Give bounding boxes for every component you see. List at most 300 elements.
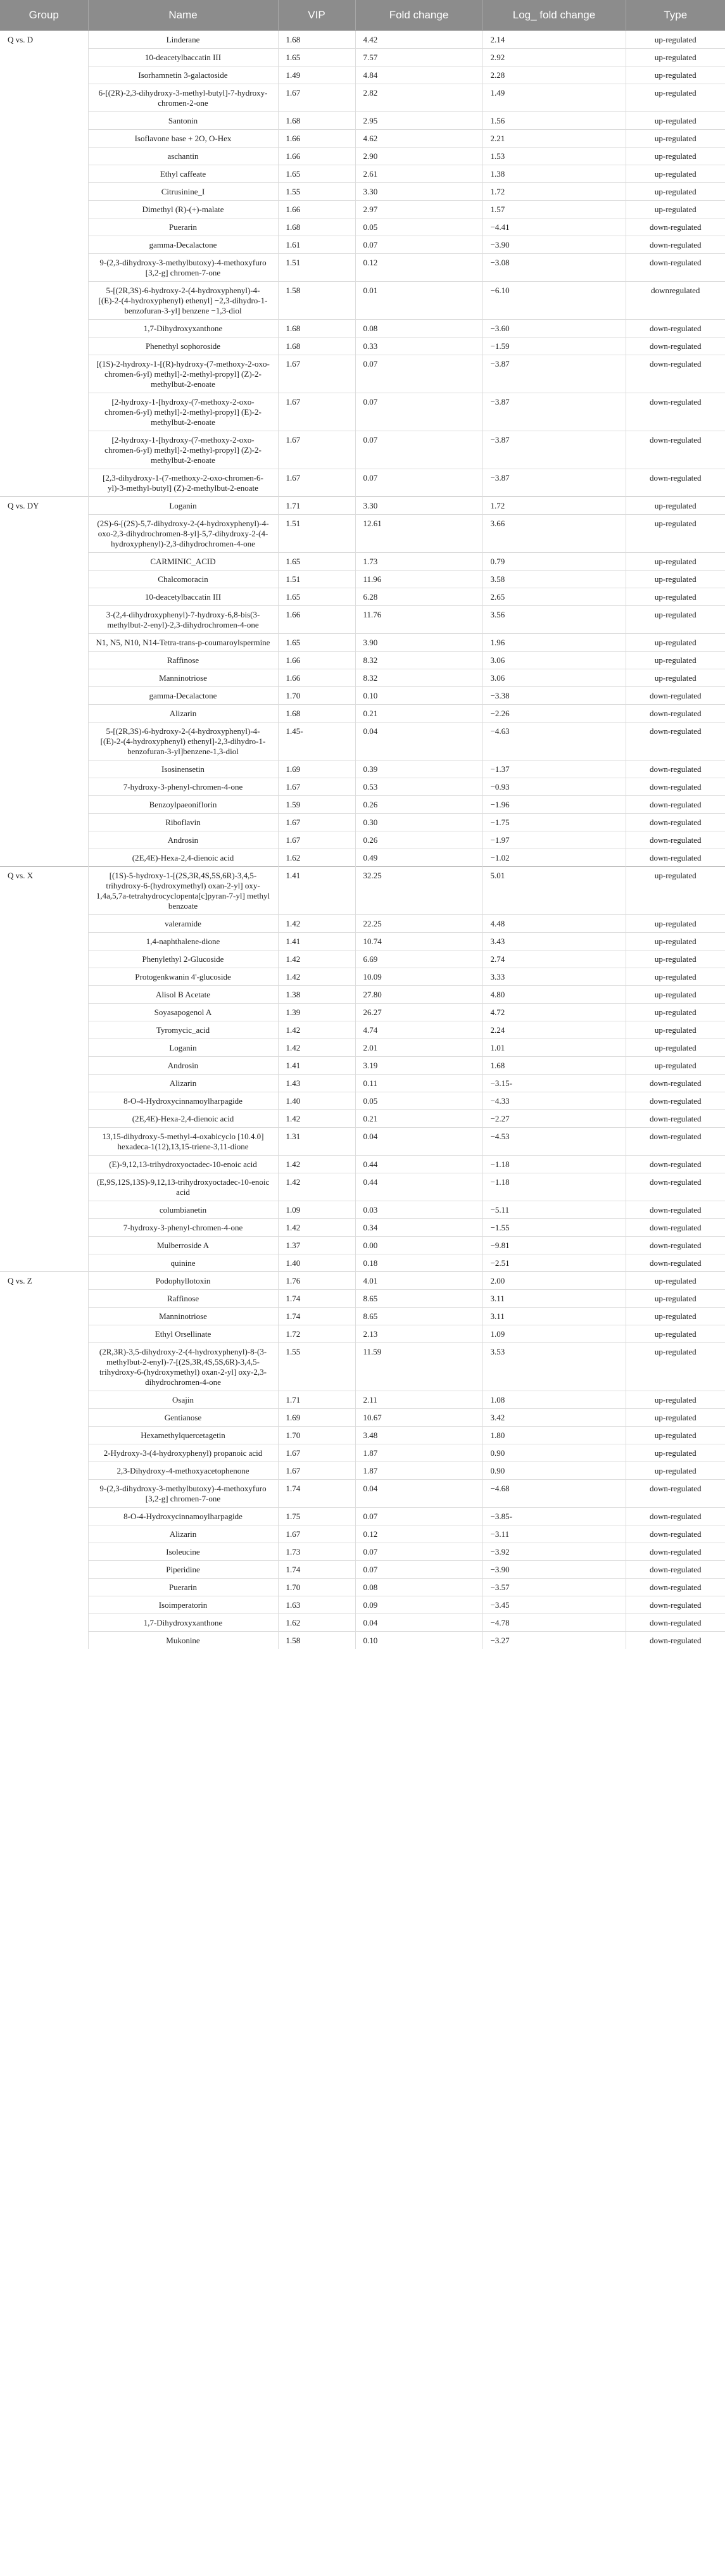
table-row: [0, 553, 725, 571]
cell-name: 5-[(2R,3S)-6-hydroxy-2-(4-hydroxyphenyl)-4-[(E)-2-(4-hydroxyphenyl) ethenyl]-2,3-dihydro-1-benzofuran-3-yl]benzene-1,3-diol: [88, 723, 278, 761]
cell-vip: 1.68: [278, 218, 355, 236]
cell-vip: 1.69: [278, 761, 355, 778]
cell-name: 2,3-Dihydroxy-4-methoxyacetophenone: [88, 1462, 278, 1480]
cell-name: 8-O-4-Hydroxycinnamoylharpagide: [88, 1508, 278, 1525]
header-row: [0, 0, 725, 31]
table-row: [0, 1480, 725, 1508]
cell-name: Ethyl caffeate: [88, 165, 278, 183]
cell-type: up-regulated: [626, 968, 725, 986]
cell-fold-change: 0.07: [355, 1561, 482, 1579]
table-row: [0, 1444, 725, 1462]
cell-log2-fold-change: −3.92: [482, 1543, 626, 1561]
group-label: Q vs. X: [0, 867, 88, 1272]
cell-name: Riboflavin: [88, 814, 278, 831]
cell-type: down-regulated: [626, 320, 725, 338]
cell-log2-fold-change: 3.43: [482, 933, 626, 950]
cell-type: up-regulated: [626, 1427, 725, 1444]
table-row: [0, 571, 725, 588]
table-row: [0, 687, 725, 705]
cell-vip: 1.67: [278, 814, 355, 831]
cell-fold-change: 0.08: [355, 1579, 482, 1596]
header-type: Type: [626, 0, 725, 31]
cell-name: 7-hydroxy-3-phenyl-chromen-4-one: [88, 1219, 278, 1237]
table-row: [0, 1021, 725, 1039]
table-row: [0, 831, 725, 849]
cell-type: up-regulated: [626, 986, 725, 1004]
cell-log2-fold-change: 3.58: [482, 571, 626, 588]
cell-name: CARMINIC_ACID: [88, 553, 278, 571]
cell-type: up-regulated: [626, 950, 725, 968]
cell-vip: 1.65: [278, 588, 355, 606]
table-row: [0, 1110, 725, 1128]
cell-type: up-regulated: [626, 1290, 725, 1308]
cell-name: (2S)-6-[(2S)-5,7-dihydroxy-2-(4-hydroxyphenyl)-4-oxo-2,3-dihydrochromen-8-yl]-5,7-dihydroxy-2-(4-hydroxyphenyl)-2,3-dihydrochromen-4-one: [88, 515, 278, 553]
cell-log2-fold-change: 1.01: [482, 1039, 626, 1057]
table-row: [0, 796, 725, 814]
cell-name: (2E,4E)-Hexa-2,4-dienoic acid: [88, 1110, 278, 1128]
cell-log2-fold-change: −5.11: [482, 1201, 626, 1219]
cell-fold-change: 0.10: [355, 687, 482, 705]
cell-type: up-regulated: [626, 1462, 725, 1480]
cell-fold-change: 26.27: [355, 1004, 482, 1021]
cell-log2-fold-change: −3.87: [482, 469, 626, 497]
table-row: [0, 497, 725, 515]
cell-log2-fold-change: −1.37: [482, 761, 626, 778]
cell-name: Tyromycic_acid: [88, 1021, 278, 1039]
cell-vip: 1.74: [278, 1480, 355, 1508]
table-row: [0, 183, 725, 201]
cell-type: up-regulated: [626, 112, 725, 130]
cell-vip: 1.71: [278, 1391, 355, 1409]
cell-name: Manninotriose: [88, 669, 278, 687]
cell-log2-fold-change: −3.38: [482, 687, 626, 705]
cell-type: down-regulated: [626, 1579, 725, 1596]
cell-name: Isorhamnetin 3-galactoside: [88, 66, 278, 84]
cell-vip: 1.41: [278, 933, 355, 950]
cell-name: Mukonine: [88, 1632, 278, 1650]
cell-name: 8-O-4-Hydroxycinnamoylharpagide: [88, 1092, 278, 1110]
cell-type: up-regulated: [626, 915, 725, 933]
cell-vip: 1.41: [278, 867, 355, 915]
cell-vip: 1.66: [278, 606, 355, 634]
table-row: [0, 1409, 725, 1427]
cell-log2-fold-change: 4.48: [482, 915, 626, 933]
cell-vip: 1.31: [278, 1128, 355, 1156]
cell-vip: 1.75: [278, 1508, 355, 1525]
cell-log2-fold-change: −3.87: [482, 355, 626, 393]
cell-fold-change: 0.33: [355, 338, 482, 355]
cell-log2-fold-change: 1.38: [482, 165, 626, 183]
cell-vip: 1.68: [278, 112, 355, 130]
cell-fold-change: 11.59: [355, 1343, 482, 1391]
cell-fold-change: 8.65: [355, 1308, 482, 1325]
cell-fold-change: 0.04: [355, 1128, 482, 1156]
cell-vip: 1.67: [278, 1462, 355, 1480]
cell-vip: 1.43: [278, 1075, 355, 1092]
cell-vip: 1.55: [278, 1343, 355, 1391]
cell-log2-fold-change: 2.74: [482, 950, 626, 968]
table-row: [0, 1561, 725, 1579]
cell-name: 9-(2,3-dihydroxy-3-methylbutoxy)-4-methoxyfuro [3,2-g] chromen-7-one: [88, 1480, 278, 1508]
table-row: [0, 1308, 725, 1325]
cell-vip: 1.67: [278, 469, 355, 497]
table-row: [0, 218, 725, 236]
cell-fold-change: 6.69: [355, 950, 482, 968]
table-row: [0, 1254, 725, 1272]
cell-name: 1,4-naphthalene-dione: [88, 933, 278, 950]
cell-name: 1,7-Dihydroxyxanthone: [88, 320, 278, 338]
cell-log2-fold-change: 3.66: [482, 515, 626, 553]
cell-log2-fold-change: −1.55: [482, 1219, 626, 1237]
cell-fold-change: 0.01: [355, 282, 482, 320]
cell-name: [(1S)-5-hydroxy-1-[(2S,3R,4S,5S,6R)-3,4,5-trihydroxy-6-(hydroxymethyl) oxan-2-yl] oxy-1,4a,5,7a-tetrahydrocyclopenta[c]pyran-7-yl] methyl benzoate: [88, 867, 278, 915]
cell-type: up-regulated: [626, 130, 725, 148]
cell-name: Androsin: [88, 831, 278, 849]
cell-name: (2E,4E)-Hexa-2,4-dienoic acid: [88, 849, 278, 867]
table-row: [0, 933, 725, 950]
cell-vip: 1.67: [278, 1444, 355, 1462]
cell-type: up-regulated: [626, 606, 725, 634]
cell-log2-fold-change: −3.57: [482, 1579, 626, 1596]
cell-type: down-regulated: [626, 236, 725, 254]
cell-type: up-regulated: [626, 497, 725, 515]
header-name: Name: [88, 0, 278, 31]
cell-log2-fold-change: −4.53: [482, 1128, 626, 1156]
cell-type: down-regulated: [626, 796, 725, 814]
cell-name: 1,7-Dihydroxyxanthone: [88, 1614, 278, 1632]
table-row: [0, 1579, 725, 1596]
table-row: [0, 778, 725, 796]
cell-log2-fold-change: 1.72: [482, 497, 626, 515]
cell-vip: 1.74: [278, 1290, 355, 1308]
cell-type: down-regulated: [626, 1614, 725, 1632]
cell-log2-fold-change: 1.96: [482, 634, 626, 652]
cell-fold-change: 4.84: [355, 66, 482, 84]
cell-name: Isoflavone base + 2O, O-Hex: [88, 130, 278, 148]
cell-vip: 1.63: [278, 1596, 355, 1614]
cell-log2-fold-change: 3.06: [482, 652, 626, 669]
table-row: [0, 338, 725, 355]
cell-type: down-regulated: [626, 778, 725, 796]
cell-fold-change: 0.12: [355, 254, 482, 282]
cell-log2-fold-change: −0.93: [482, 778, 626, 796]
cell-log2-fold-change: −4.41: [482, 218, 626, 236]
cell-log2-fold-change: 2.21: [482, 130, 626, 148]
cell-log2-fold-change: 0.79: [482, 553, 626, 571]
cell-type: up-regulated: [626, 1272, 725, 1290]
table-row: [0, 130, 725, 148]
cell-type: down-regulated: [626, 338, 725, 355]
cell-type: down-regulated: [626, 1508, 725, 1525]
cell-log2-fold-change: 1.49: [482, 84, 626, 112]
cell-name: Loganin: [88, 1039, 278, 1057]
cell-vip: 1.58: [278, 1632, 355, 1650]
cell-log2-fold-change: 5.01: [482, 867, 626, 915]
cell-name: 10-deacetylbaccatin III: [88, 588, 278, 606]
cell-fold-change: 32.25: [355, 867, 482, 915]
cell-vip: 1.67: [278, 1525, 355, 1543]
cell-vip: 1.40: [278, 1254, 355, 1272]
table-row: [0, 849, 725, 867]
cell-fold-change: 3.30: [355, 183, 482, 201]
table-row: [0, 112, 725, 130]
cell-fold-change: 10.09: [355, 968, 482, 986]
cell-type: up-regulated: [626, 669, 725, 687]
cell-vip: 1.59: [278, 796, 355, 814]
table-row: [0, 320, 725, 338]
table-row: [0, 1508, 725, 1525]
cell-log2-fold-change: −2.27: [482, 1110, 626, 1128]
cell-vip: 1.74: [278, 1561, 355, 1579]
cell-vip: 1.66: [278, 652, 355, 669]
cell-vip: 1.49: [278, 66, 355, 84]
cell-vip: 1.67: [278, 778, 355, 796]
table-row: [0, 469, 725, 497]
cell-vip: 1.55: [278, 183, 355, 201]
cell-name: Puerarin: [88, 1579, 278, 1596]
group-label: Q vs. Z: [0, 1272, 88, 1650]
header-group: Group: [0, 0, 88, 31]
cell-name: Podophyllotoxin: [88, 1272, 278, 1290]
cell-name: Manninotriose: [88, 1308, 278, 1325]
cell-log2-fold-change: 2.65: [482, 588, 626, 606]
cell-type: up-regulated: [626, 652, 725, 669]
cell-fold-change: 8.32: [355, 652, 482, 669]
cell-log2-fold-change: 1.80: [482, 1427, 626, 1444]
cell-name: 13,15-dihydroxy-5-methyl-4-oxabicyclo [10.4.0] hexadeca-1(12),13,15-triene-3,11-dione: [88, 1128, 278, 1156]
cell-vip: 1.41: [278, 1057, 355, 1075]
cell-name: Raffinose: [88, 1290, 278, 1308]
cell-type: up-regulated: [626, 49, 725, 66]
cell-type: up-regulated: [626, 201, 725, 218]
table-row: [0, 1128, 725, 1156]
table-row: [0, 705, 725, 723]
cell-name: (2R,3R)-3,5-dihydroxy-2-(4-hydroxyphenyl)-8-(3-methylbut-2-enyl)-7-[(2S,3R,4S,5S,6R)-3,4,5-trihydroxy-6-(hydroxymethyl) oxan-2-yl] oxy-2,3-dihydrochromen-4-one: [88, 1343, 278, 1391]
cell-vip: 1.42: [278, 1156, 355, 1173]
cell-log2-fold-change: −4.63: [482, 723, 626, 761]
cell-vip: 1.66: [278, 201, 355, 218]
cell-type: down-regulated: [626, 1092, 725, 1110]
cell-name: Linderane: [88, 31, 278, 49]
table-row: [0, 761, 725, 778]
cell-type: down-regulated: [626, 1110, 725, 1128]
cell-log2-fold-change: 1.72: [482, 183, 626, 201]
table-row: [0, 1543, 725, 1561]
cell-log2-fold-change: −3.90: [482, 236, 626, 254]
table-row: [0, 1075, 725, 1092]
cell-type: down-regulated: [626, 1632, 725, 1650]
cell-type: up-regulated: [626, 1004, 725, 1021]
table-row: [0, 1057, 725, 1075]
cell-name: Ethyl Orsellinate: [88, 1325, 278, 1343]
cell-type: up-regulated: [626, 1325, 725, 1343]
cell-vip: 1.42: [278, 915, 355, 933]
cell-fold-change: 0.21: [355, 705, 482, 723]
table-row: [0, 355, 725, 393]
cell-log2-fold-change: −4.33: [482, 1092, 626, 1110]
cell-fold-change: 0.26: [355, 831, 482, 849]
cell-log2-fold-change: 3.11: [482, 1308, 626, 1325]
table-row: [0, 1632, 725, 1650]
cell-vip: 1.68: [278, 31, 355, 49]
cell-type: down-regulated: [626, 218, 725, 236]
cell-fold-change: 10.67: [355, 1409, 482, 1427]
table-row: [0, 669, 725, 687]
cell-name: [2-hydroxy-1-[hydroxy-(7-methoxy-2-oxo-chromen-6-yl) methyl]-2-methyl-propyl] (E)-2-methylbut-2-enoate: [88, 393, 278, 431]
cell-vip: 1.42: [278, 968, 355, 986]
table-row: [0, 652, 725, 669]
table-row: [0, 1343, 725, 1391]
cell-vip: 1.71: [278, 497, 355, 515]
cell-type: up-regulated: [626, 84, 725, 112]
cell-name: valeramide: [88, 915, 278, 933]
cell-name: 6-[(2R)-2,3-dihydroxy-3-methyl-butyl]-7-hydroxy-chromen-2-one: [88, 84, 278, 112]
cell-type: down-regulated: [626, 1254, 725, 1272]
cell-name: Isoleucine: [88, 1543, 278, 1561]
cell-vip: 1.45-: [278, 723, 355, 761]
cell-type: up-regulated: [626, 31, 725, 49]
cell-type: down-regulated: [626, 1173, 725, 1201]
table-row: [0, 1201, 725, 1219]
cell-vip: 1.38: [278, 986, 355, 1004]
cell-type: down-regulated: [626, 1219, 725, 1237]
table-row: [0, 49, 725, 66]
cell-log2-fold-change: 1.53: [482, 148, 626, 165]
cell-log2-fold-change: −1.02: [482, 849, 626, 867]
table-row: [0, 1391, 725, 1409]
table-row: [0, 1219, 725, 1237]
table-row: [0, 282, 725, 320]
cell-fold-change: 4.62: [355, 130, 482, 148]
cell-fold-change: 0.04: [355, 723, 482, 761]
cell-log2-fold-change: 4.72: [482, 1004, 626, 1021]
table-row: [0, 515, 725, 553]
cell-log2-fold-change: 2.92: [482, 49, 626, 66]
cell-fold-change: 2.82: [355, 84, 482, 112]
cell-log2-fold-change: −1.18: [482, 1173, 626, 1201]
cell-vip: 1.70: [278, 687, 355, 705]
cell-fold-change: 0.07: [355, 469, 482, 497]
cell-fold-change: 0.10: [355, 1632, 482, 1650]
cell-log2-fold-change: 3.53: [482, 1343, 626, 1391]
cell-name: Phenethyl sophoroside: [88, 338, 278, 355]
table-row: [0, 634, 725, 652]
cell-name: Isosinensetin: [88, 761, 278, 778]
table-row: [0, 915, 725, 933]
cell-fold-change: 0.04: [355, 1614, 482, 1632]
cell-log2-fold-change: 3.56: [482, 606, 626, 634]
cell-vip: 1.42: [278, 1039, 355, 1057]
table-row: [0, 254, 725, 282]
cell-vip: 1.67: [278, 431, 355, 469]
cell-fold-change: 3.19: [355, 1057, 482, 1075]
cell-name: 3-(2,4-dihydroxyphenyl)-7-hydroxy-6,8-bis(3-methylbut-2-enyl)-2,3-dihydrochromen-4-one: [88, 606, 278, 634]
cell-type: down-regulated: [626, 393, 725, 431]
cell-fold-change: 3.90: [355, 634, 482, 652]
cell-name: Alizarin: [88, 1525, 278, 1543]
cell-vip: 1.58: [278, 282, 355, 320]
cell-log2-fold-change: 1.57: [482, 201, 626, 218]
cell-log2-fold-change: 3.33: [482, 968, 626, 986]
cell-type: up-regulated: [626, 165, 725, 183]
cell-type: up-regulated: [626, 933, 725, 950]
cell-vip: 1.42: [278, 950, 355, 968]
cell-type: down-regulated: [626, 705, 725, 723]
cell-vip: 1.66: [278, 669, 355, 687]
cell-log2-fold-change: 2.14: [482, 31, 626, 49]
cell-type: up-regulated: [626, 183, 725, 201]
cell-fold-change: 0.05: [355, 1092, 482, 1110]
table-row: [0, 66, 725, 84]
cell-name: 9-(2,3-dihydroxy-3-methylbutoxy)-4-methoxyfuro [3,2-g] chromen-7-one: [88, 254, 278, 282]
cell-log2-fold-change: −9.81: [482, 1237, 626, 1254]
table-row: [0, 1596, 725, 1614]
cell-name: Citrusinine_I: [88, 183, 278, 201]
cell-vip: 1.62: [278, 1614, 355, 1632]
cell-fold-change: 1.73: [355, 553, 482, 571]
cell-vip: 1.37: [278, 1237, 355, 1254]
cell-fold-change: 0.09: [355, 1596, 482, 1614]
cell-name: Androsin: [88, 1057, 278, 1075]
table-row: [0, 165, 725, 183]
cell-fold-change: 0.21: [355, 1110, 482, 1128]
cell-log2-fold-change: −3.60: [482, 320, 626, 338]
cell-name: Benzoylpaeoniflorin: [88, 796, 278, 814]
cell-fold-change: 8.32: [355, 669, 482, 687]
cell-fold-change: 11.76: [355, 606, 482, 634]
cell-vip: 1.42: [278, 1173, 355, 1201]
cell-log2-fold-change: −2.51: [482, 1254, 626, 1272]
group-label: Q vs. DY: [0, 497, 88, 867]
cell-fold-change: 0.34: [355, 1219, 482, 1237]
cell-name: Puerarin: [88, 218, 278, 236]
cell-type: up-regulated: [626, 867, 725, 915]
cell-type: up-regulated: [626, 1057, 725, 1075]
cell-name: 10-deacetylbaccatin III: [88, 49, 278, 66]
table-row: [0, 1614, 725, 1632]
cell-fold-change: 2.13: [355, 1325, 482, 1343]
cell-vip: 1.74: [278, 1308, 355, 1325]
cell-name: Alisol B Acetate: [88, 986, 278, 1004]
cell-fold-change: 1.87: [355, 1444, 482, 1462]
cell-fold-change: 0.07: [355, 393, 482, 431]
cell-name: quinine: [88, 1254, 278, 1272]
cell-fold-change: 0.26: [355, 796, 482, 814]
cell-fold-change: 4.01: [355, 1272, 482, 1290]
cell-fold-change: 27.80: [355, 986, 482, 1004]
cell-log2-fold-change: −3.87: [482, 431, 626, 469]
cell-log2-fold-change: −3.11: [482, 1525, 626, 1543]
cell-type: up-regulated: [626, 66, 725, 84]
cell-name: (E)-9,12,13-trihydroxyoctadec-10-enoic acid: [88, 1156, 278, 1173]
cell-name: N1, N5, N10, N14-Tetra-trans-p-coumaroylspermine: [88, 634, 278, 652]
cell-type: up-regulated: [626, 1021, 725, 1039]
cell-fold-change: 10.74: [355, 933, 482, 950]
cell-fold-change: 7.57: [355, 49, 482, 66]
cell-vip: 1.67: [278, 355, 355, 393]
cell-type: up-regulated: [626, 1444, 725, 1462]
cell-type: up-regulated: [626, 1039, 725, 1057]
table-row: [0, 1272, 725, 1290]
table-row: [0, 1156, 725, 1173]
cell-log2-fold-change: −6.10: [482, 282, 626, 320]
cell-type: up-regulated: [626, 1409, 725, 1427]
cell-type: down-regulated: [626, 1156, 725, 1173]
cell-log2-fold-change: 3.06: [482, 669, 626, 687]
cell-type: down-regulated: [626, 831, 725, 849]
table-body: [0, 31, 725, 1650]
header-log2-fold-change: Log_ fold change: [482, 0, 626, 31]
